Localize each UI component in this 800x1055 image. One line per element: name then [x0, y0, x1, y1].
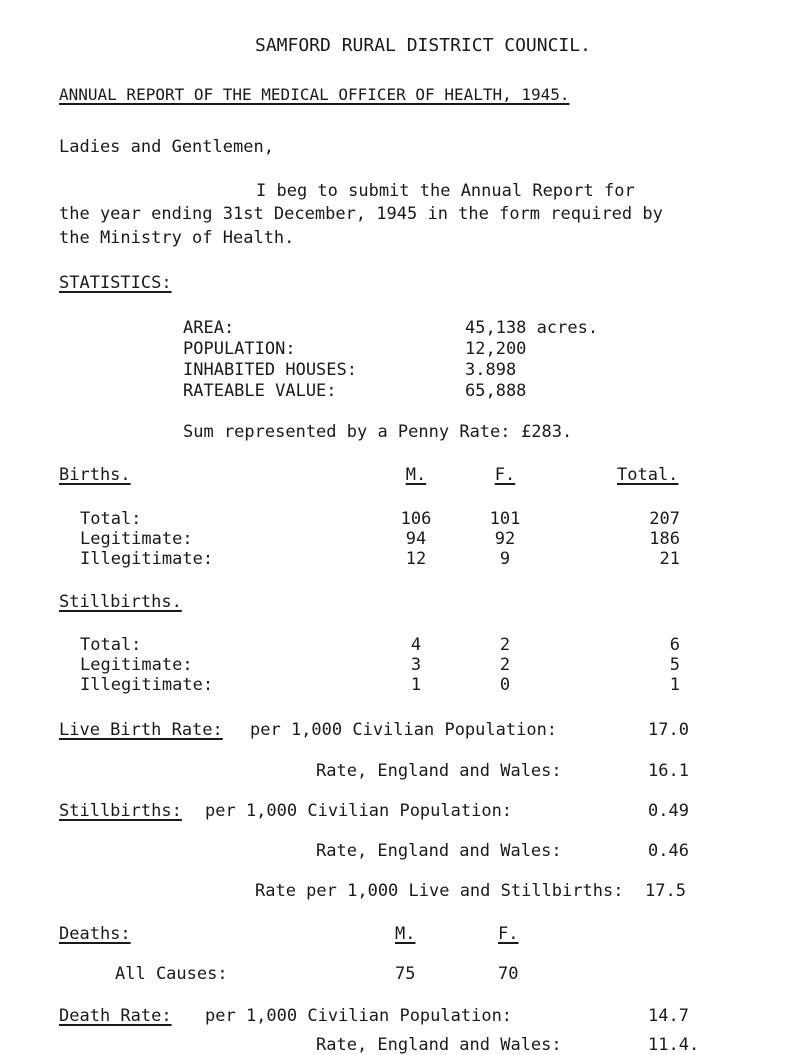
- stat-label-population: POPULATION:: [183, 339, 296, 359]
- death-rate-value: 14.7: [648, 1006, 689, 1026]
- stat-value-population: 12,200: [465, 339, 527, 359]
- stillbirths-illegit-f: 0: [499, 675, 511, 695]
- stillbirths-rate-value: 0.49: [648, 801, 689, 821]
- stat-label-houses: INHABITED HOUSES:: [183, 360, 357, 380]
- births-col-total: Total.: [617, 465, 679, 485]
- stat-value-houses: 3.898: [465, 360, 517, 380]
- stat-label-area: AREA:: [183, 318, 235, 338]
- intro-line-1: I beg to submit the Annual Report for: [256, 181, 635, 201]
- death-rate-heading: Death Rate:: [59, 1006, 172, 1026]
- stillbirths-heading: Stillbirths.: [59, 592, 182, 612]
- council-title: SAMFORD RURAL DISTRICT COUNCIL.: [255, 35, 591, 56]
- stillbirths-ew-value: 0.46: [648, 841, 689, 861]
- stat-label-rateable: RATEABLE VALUE:: [183, 381, 337, 401]
- salutation: Ladies and Gentlemen,: [59, 137, 274, 157]
- death-ew-value: 11.4.: [648, 1035, 700, 1055]
- stillbirths-illegit-label: Illegitimate:: [80, 675, 214, 695]
- births-legit-m: 94: [405, 529, 427, 549]
- births-legit-f: 92: [494, 529, 516, 549]
- births-illegit-f: 9: [499, 549, 511, 569]
- stillbirths-ew-label: Rate, England and Wales:: [316, 841, 562, 861]
- stillbirths-total-f: 2: [499, 635, 511, 655]
- statistics-heading: STATISTICS:: [59, 273, 172, 293]
- stillbirths-total-m: 4: [410, 635, 422, 655]
- penny-rate-value: £283.: [521, 422, 573, 442]
- births-col-m: M.: [405, 465, 427, 485]
- stillbirths-illegit-total: 1: [669, 675, 680, 695]
- death-rate-label: per 1,000 Civilian Population:: [205, 1006, 513, 1026]
- live-and-still-rate-label: Rate per 1,000 Live and Stillbirths:: [255, 881, 624, 901]
- stillbirths-legit-m: 3: [410, 655, 422, 675]
- births-total-m: 106: [400, 509, 432, 529]
- stillbirths-legit-f: 2: [499, 655, 511, 675]
- stillbirths-rate-heading: Stillbirths:: [59, 801, 182, 821]
- births-total-label: Total:: [80, 509, 142, 529]
- all-causes-label: All Causes:: [115, 964, 228, 984]
- report-title: ANNUAL REPORT OF THE MEDICAL OFFICER OF HEALTH, 1945.: [59, 85, 570, 104]
- births-total-total: 207: [649, 509, 680, 529]
- live-birth-rate-heading: Live Birth Rate:: [59, 720, 223, 740]
- penny-rate-label: Sum represented by a Penny Rate:: [183, 422, 511, 442]
- live-birth-ew-value: 16.1: [648, 761, 689, 781]
- live-birth-ew-label: Rate, England and Wales:: [316, 761, 562, 781]
- stillbirths-total-label: Total:: [80, 635, 142, 655]
- intro-line-3: the Ministry of Health.: [59, 228, 295, 248]
- stillbirths-rate-label: per 1,000 Civilian Population:: [205, 801, 513, 821]
- stillbirths-illegit-m: 1: [410, 675, 422, 695]
- births-legit-total: 186: [649, 529, 680, 549]
- births-illegit-total: 21: [659, 549, 680, 569]
- intro-line-2: the year ending 31st December, 1945 in the form required by: [59, 204, 663, 224]
- deaths-heading: Deaths:: [59, 924, 131, 944]
- births-total-f: 101: [489, 509, 521, 529]
- births-col-f: F.: [494, 465, 516, 485]
- births-legit-label: Legitimate:: [80, 529, 193, 549]
- deaths-col-f: F.: [498, 924, 519, 944]
- live-birth-rate-label: per 1,000 Civilian Population:: [250, 720, 558, 740]
- all-causes-m: 75: [395, 964, 416, 984]
- live-and-still-rate-value: 17.5: [645, 881, 686, 901]
- live-birth-rate-value: 17.0: [648, 720, 689, 740]
- births-heading: Births.: [59, 465, 131, 485]
- stillbirths-legit-total: 5: [669, 655, 680, 675]
- births-illegit-m: 12: [405, 549, 427, 569]
- all-causes-f: 70: [498, 964, 519, 984]
- stillbirths-legit-label: Legitimate:: [80, 655, 193, 675]
- stat-value-area: 45,138 acres.: [465, 318, 599, 338]
- stillbirths-total-total: 6: [669, 635, 680, 655]
- stat-value-rateable: 65,888: [465, 381, 527, 401]
- death-ew-label: Rate, England and Wales:: [316, 1035, 562, 1055]
- births-illegit-label: Illegitimate:: [80, 549, 214, 569]
- deaths-col-m: M.: [395, 924, 416, 944]
